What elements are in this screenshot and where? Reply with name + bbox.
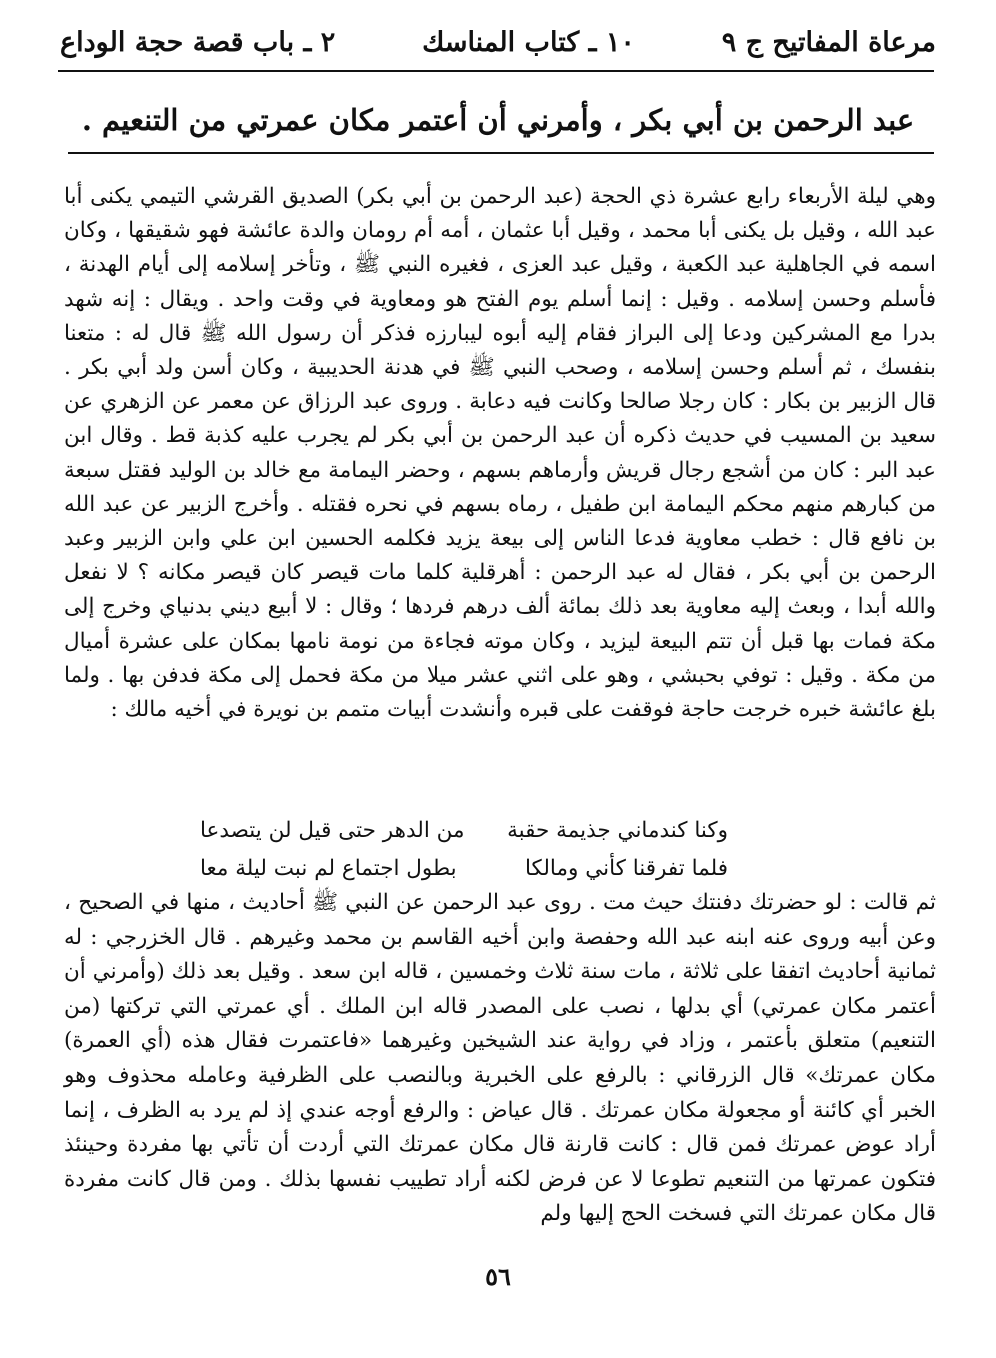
verse-first-hemistich: وكنا كندماني جذيمة حقبة <box>507 818 728 843</box>
chapter-title: ٢ ـ باب قصة حجة الوداع <box>60 26 336 58</box>
verse-second-hemistich: بطول اجتماع لم نبت ليلة معا <box>200 856 457 881</box>
section-divider <box>68 152 934 154</box>
poem <box>200 812 728 888</box>
verse-second-hemistich: من الدهر حتى قيل لن يتصدعا <box>200 818 465 843</box>
verse-first-hemistich: فلما تفرقنا كأني ومالكا <box>524 856 728 881</box>
header-rule <box>58 70 934 72</box>
commentary-paragraph: وهي ليلة الأربعاء رابع عشرة ذي الحجة (عبد الرحمن بن أبي بكر) الصديق القرشي التيمي يكنى أبا عبد الله ، وقيل بل يكنى أبا محمد ، وقيل أبا عثمان ، أمه أم رومان والدة عائشة فهو شقيقها ، وكان اسمه في الجاهلية عبد الكعبة ، وقيل عبد العزى ، فغيره النبي ﷺ ، وتأخر إسلامه إلى أيام الهدنة ، فأسلم وحسن إسلامه . وقيل : إنما أسلم يوم الفتح هو ومعاوية في وقت واحد . ويقال : إنه شهد بدرا مع المشركين ودعا إلى البراز فقام إليه أبوه ليبارزه فذكر أن رسول الله ﷺ قال له : متعنا بنفسك ، ثم أسلم وحسن إسلامه ، وصحب النبي ﷺ في هدنة الحديبية ، وكان أسن ولد أبي بكر . قال الزبير بن بكار : كان رجلا صالحا وكانت فيه دعابة . وروى عبد الرزاق عن معمر عن الزهري عن سعيد بن المسيب في حديث ذكره أن عبد الرحمن بن أبي بكر لم يجرب عليه كذبة قط . وقال ابن عبد البر : كان من أشجع رجال قريش وأرماهم بسهم ، وحضر اليمامة مع خالد بن الوليد فقتل سبعة من كبارهم منهم محكم اليمامة ابن طفيل ، رماه بسهم في نحره فقتله . وأخرج الزبير عن عبد الله بن نافع قال : خطب معاوية فدعا الناس إلى بيعة يزيد فكلمه الحسين ابن علي وابن الزبير وعبد الرحمن بن أبي بكر ، فقال له عبد الرحمن : أهرقلية كلما مات قيصر كان قيصر مكانه ؟ لا نفعل والله أبدا ، وبعث إليه معاوية بعد ذلك بمائة ألف درهم فردها ؛ وقال : لا أبيع ديني بدنياي وخرج إلى مكة فمات بها قبل أن تتم البيعة ليزيد ، وكان موته فجاءة من نومة نامها بمكان على عشرة أميال من مكة . وقيل : توفي بحبشي ، وهو على اثني عشر ميلا من مكة فحمل إلى مكة فدفن بها . ولما بلغ عائشة خبره خرجت حاجة فوقفت على قبره وأنشدت أبيات متمم بن نويرة في أخيه مالك : <box>64 184 936 723</box>
page-number: ٥٦ <box>485 1262 511 1291</box>
book-title: مرعاة المفاتيح ج ٩ <box>721 26 936 58</box>
running-header <box>60 22 936 62</box>
hadith-text: عبد الرحمن بن أبي بكر ، وأمرني أن أعتمر مكان عمرتي من التنعيم . <box>81 103 915 137</box>
verse-row <box>200 812 728 850</box>
commentary-block-1 <box>64 180 936 727</box>
commentary-paragraph: ثم قالت : لو حضرتك دفنتك حيث مت . روى عبد الرحمن عن النبي ﷺ أحاديث ، منها في الصحيح ، وعن أبيه وروى عنه ابنه عبد الله وحفصة وابن أخيه القاسم بن محمد وغيرهم . قال الخزرجي : له ثمانية أحاديث اتفقا على ثلاثة ، مات سنة ثلاث وخمسين ، قاله ابن سعد . وقيل بعد ذلك (وأمرني أن أعتمر مكان عمرتي) أي بدلها ، نصب على المصدر قاله ابن الملك . أي عمرتي التي تركتها (من التنعيم) متعلق بأعتمر ، وزاد في رواية عند الشيخين وغيرهما «فاعتمرت فقال هذه (أي العمرة) مكان عمرتك» قال الزرقاني : بالرفع على الخبرية وبالنصب على الظرفية وعامله محذوف وهو الخبر أي كائنة أو مجعولة مكان عمرتك . قال عياض : والرفع أوجه عندي إذ لم يرد به الظرف ، إنما أراد عوض عمرتك فمن قال : كانت قارنة قال مكان عمرتك التي أردت أن تأتي بها مفردة وحينئذ فتكون عمرتها من التنعيم تطوعا لا عن فرض لكنه أراد تطييب نفسها بذلك . ومن قال كانت مفردة قال مكان عمرتك التي فسخت الحج إليها ولم <box>64 890 936 1227</box>
commentary-block-2 <box>64 886 936 1232</box>
section-title: ١٠ ـ كتاب المناسك <box>422 26 635 58</box>
verse-row <box>200 850 728 888</box>
